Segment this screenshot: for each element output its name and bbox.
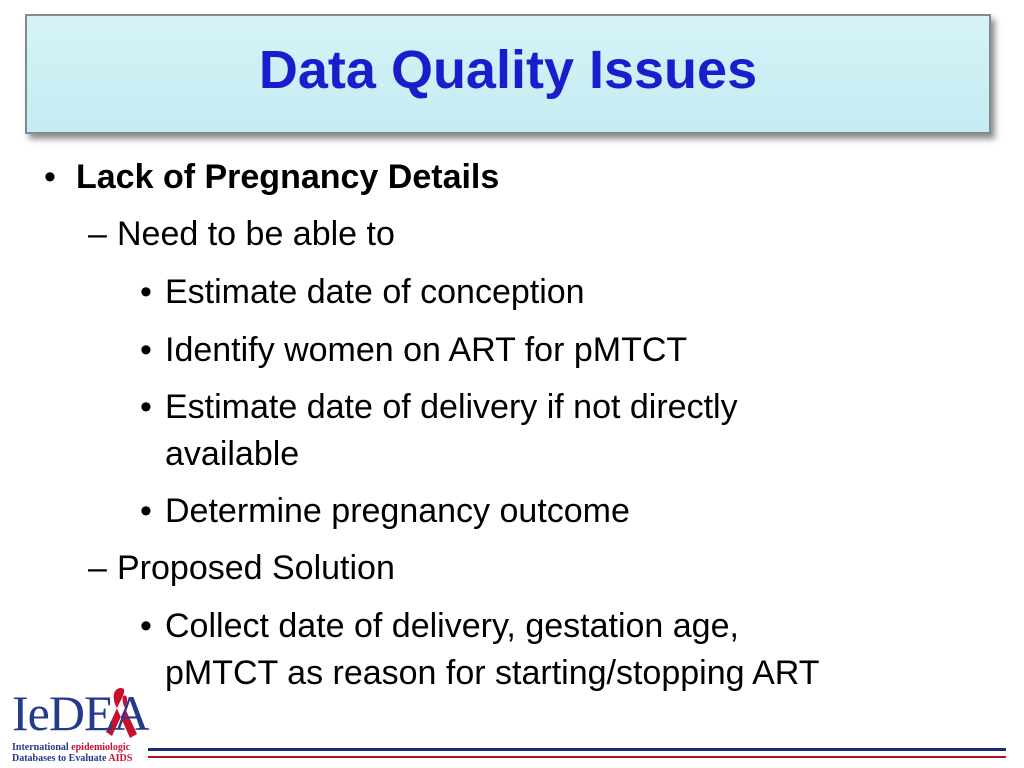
list-item: Determine pregnancy outcome — [165, 492, 630, 530]
bullet-marker: • — [140, 607, 152, 645]
dash-marker: – — [88, 215, 107, 253]
logo-tagline-2: Databases to Evaluate AIDS — [12, 753, 133, 764]
sub-bullet-need: Need to be able to — [117, 215, 395, 253]
bullet-marker: • — [140, 331, 152, 369]
list-item-continuation: available — [165, 435, 300, 473]
list-item: Collect date of delivery, gestation age, — [165, 607, 739, 645]
list-item: Estimate date of conception — [165, 273, 585, 311]
footer-rule-red — [148, 756, 1006, 758]
list-item-continuation: pMTCT as reason for starting/stopping ART — [165, 654, 820, 692]
logo-tagline-1: International epidemiologic — [12, 742, 131, 753]
dash-marker: – — [88, 549, 107, 587]
title-box — [25, 14, 991, 134]
bullet-marker: • — [140, 492, 152, 530]
list-item: Identify women on ART for pMTCT — [165, 331, 688, 369]
bullet-marker: • — [140, 388, 152, 426]
bullet-heading: Lack of Pregnancy Details — [76, 158, 500, 196]
bullet-marker: • — [140, 273, 152, 311]
bullet-marker: • — [44, 158, 56, 196]
slide-title: Data Quality Issues — [258, 40, 758, 100]
iedea-logo — [8, 680, 148, 765]
list-item: Estimate date of delivery if not directly — [165, 388, 738, 426]
logo-wordmark: IeDEA — [12, 685, 149, 741]
sub-bullet-solution: Proposed Solution — [117, 549, 395, 587]
footer-rule-blue — [148, 748, 1006, 751]
